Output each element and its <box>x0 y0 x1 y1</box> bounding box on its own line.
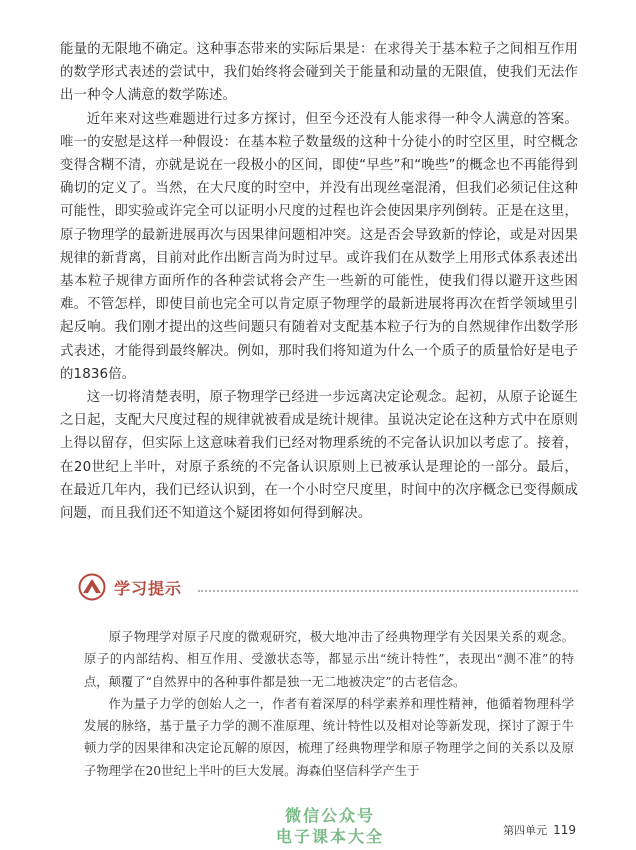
dotted-divider <box>198 590 578 592</box>
watermark <box>240 805 420 847</box>
unit-label: 第四单元 <box>503 824 548 837</box>
main-text <box>60 38 578 525</box>
paragraph-2: 近年来对这些难题进行过多方探讨，但至今还没有人能求得一种令人满意的答案。唯一的安慰是这样一种假设：在基本粒子数量级的这种十分徒小的时空区里，时空概念变得含糊不清，亦就是说在一段极小的区间，即使“早些”和“晚些”的概念也不再能得到确切的定义了。当然，在大尺度的时空中，并没有出现丝毫混淆，但我们必须记住这种可能性，即实验或许完全可以证明小尺度的过程也许会使因果序列倒转。正是在这里，原子物理学的最新进展再次与因果律问题相冲突。这是否会导致新的悖论，或是对因果规律的新背离，目前对此作出断言尚为时过早。或许我们在从数学上用形式体系表述出基本粒子规律方面所作的各种尝试将会产生一些新的可能性，使我们得以避开这些困难。不管怎样，即使目前也完全可以肯定原子物理学的最新进展将再次在哲学领域里引起反响。我们刚才提出的这些问题只有随着对支配基本粒子行为的自然规律作出数学形式表述，才能得到最终解决。例如，那时我们将知道为什么一个质子的质量恰好是电子的1836倍。 <box>60 111 578 382</box>
watermark-line-2: 电子课本大全 <box>275 827 384 846</box>
page-footer <box>470 822 576 838</box>
study-tips-icon <box>78 573 106 601</box>
study-tips-title: 学习提示 <box>114 579 183 598</box>
paragraph-3: 这一切将清楚表明，原子物理学已经进一步远离决定论观念。起初，从原子论诞生之日起，支配大尺度过程的规律就被看成是统计规律。虽说决定论在这种方式中在原则上得以留存，但实际上这意味着我们已经对物理系统的不完备认识加以考虑了。接着，在20世纪上半叶，对原子系统的不完备认识原则上已被承认是理论的一部分。最后，在最近几年内，我们已经认识到，在一个小时空尺度里，时间中的次序概念已变得颇成问题，而且我们还不知道这个疑团将如何得到解决。 <box>60 390 578 522</box>
watermark-line-1: 微信公众号 <box>284 806 375 825</box>
page-number: 119 <box>553 823 576 837</box>
tips-paragraph-1: 原子物理学对原子尺度的微观研究，极大地冲击了经典物理学有关因果关系的观念。原子的内部结构、相互作用、受激状态等，都显示出“统计特性”，表现出“测不准”的特点，颠覆了“自然界中的各种事件都是独一无二地被决定”的古老信念。 <box>84 630 574 689</box>
tips-paragraph-2: 作为量子力学的创始人之一，作者有着深厚的科学素养和理性精神，他循着物理科学发展的脉络，基于量子力学的测不准原理、统计特性以及相对论等新发现，探讨了源于牛顿力学的因果律和决定论瓦解的原因，梳理了经典物理学和原子物理学之间的关系以及原子物理学在20世纪上半叶的巨大发展。海森伯坚信科学产生于 <box>84 696 574 778</box>
study-tips-header <box>78 573 578 603</box>
paragraph-1: 能量的无限地不确定。这种事态带来的实际后果是：在求得关于基本粒子之间相互作用的数学形式表述的尝试中，我们始终将会碰到关于能量和动量的无限值，使我们无法作出一种令人满意的数学陈述。 <box>60 42 578 104</box>
study-tips-text <box>84 626 574 782</box>
